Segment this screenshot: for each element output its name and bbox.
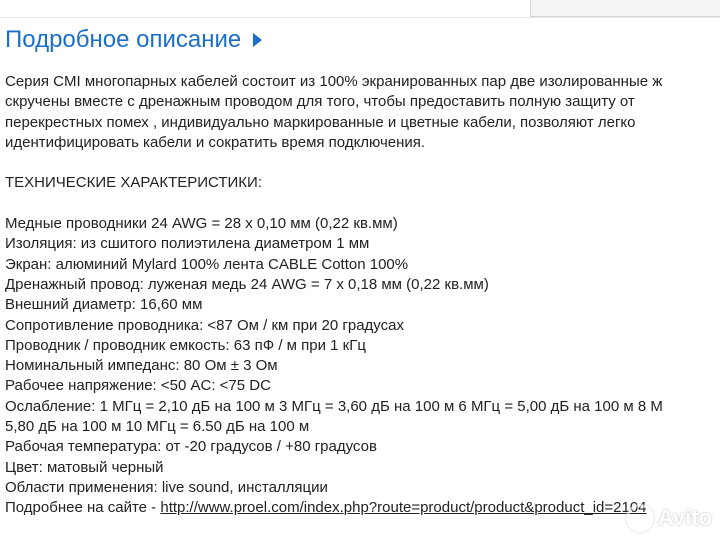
top-right-panel [530, 0, 720, 17]
spacer [5, 194, 720, 214]
triangle-right-icon [253, 33, 262, 47]
intro-line: Серия CMI многопарных кабелей состоит из 100% экранированных пар две изолированные ж [5, 73, 663, 90]
spec-line: Рабочее напряжение: <50 AC: <75 DC [5, 377, 271, 395]
spec-line: Сопротивление проводника: <87 Ом / км при 20 градусах [5, 316, 404, 334]
intro-line: скручены вместе с дренажным проводом для того, чтобы предоставить полную защиту от [5, 93, 635, 111]
spec-line: 5,80 дБ на 100 м 10 МГц = 6.50 дБ на 100 м [5, 418, 310, 436]
spec-line: Ослабление: 1 МГц = 2,10 дБ на 100 м 3 МГц = 3,60 дБ на 100 м 6 МГц = 5,00 дБ на 100 м 8 М [5, 397, 663, 415]
spec-line: Рабочая температура: от -20 градусов / +80 градусов [5, 438, 377, 456]
spec-line: Проводник / проводник емкость: 63 пФ / м при 1 кГц [5, 336, 366, 354]
spec-line: Дренажный провод: луженая медь 24 AWG = 7 x 0,18 мм (0,22 кв.мм) [5, 275, 489, 293]
spec-line: Медные проводники 24 AWG = 28 x 0,10 мм (0,22 кв.мм) [5, 215, 398, 233]
spec-line: Экран: алюминий Mylard 100% лента CABLE Cotton 100% [5, 255, 409, 273]
intro-line: идентифицировать кабели и сократить время подключения. [5, 133, 426, 151]
spec-line: Изоляция: из сшитого полиэтилена диаметром 1 мм [5, 235, 370, 253]
watermark-text: Avito [657, 505, 712, 530]
spec-line: Номинальный импеданс: 80 Ом ± 3 Ом [5, 357, 278, 375]
product-link[interactable]: http://www.proel.com/index.php?route=product/product&product_id=2104 [160, 499, 647, 517]
spec-line: Внешний диаметр: 16,60 мм [5, 296, 203, 314]
spec-line: Области применения: live sound, инсталляции [5, 478, 328, 496]
more-info-line [5, 498, 720, 518]
intro-line: перекрестных помех , индивидуально маркированные и цветные кабели, позволяют легко [5, 113, 636, 131]
spacer [5, 153, 720, 173]
description-body [5, 72, 720, 519]
section-title: Подробное описание [5, 26, 242, 53]
more-info-prefix: Подробнее на сайте - [5, 499, 161, 517]
section-heading[interactable] [5, 26, 262, 54]
specs-title: ТЕХНИЧЕСКИЕ ХАРАКТЕРИСТИКИ: [5, 174, 262, 192]
spec-line: Цвет: матовый черный [5, 458, 164, 476]
